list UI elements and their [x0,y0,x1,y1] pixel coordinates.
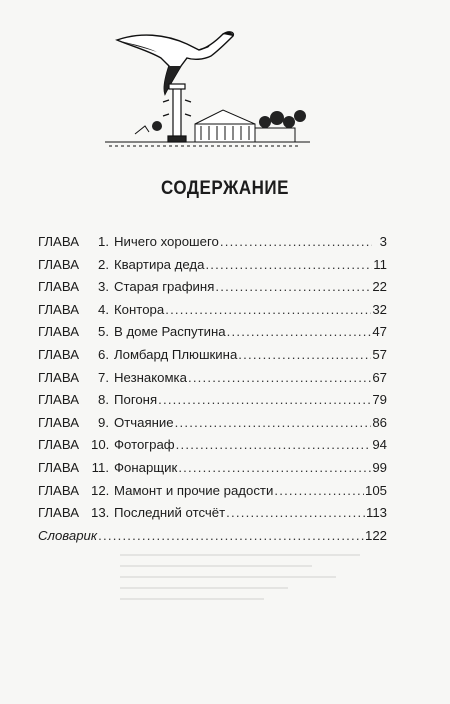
chapter-number: 3. [98,279,109,295]
leader-dots [175,412,372,435]
chapter-label: ГЛАВА [38,234,80,249]
chapter-title: Ломбард Плюшкина [114,346,238,362]
chapter-number: 5. [98,324,109,340]
chapter-label: ГЛАВА [38,482,80,498]
chapter-number: 10. [91,437,110,453]
leader-dots [220,231,372,254]
leader-dots [226,502,365,525]
leader-dots [238,344,371,367]
leader-dots [98,525,364,548]
toc-entry[interactable] [38,344,387,367]
toc-entry[interactable] [38,457,387,480]
glossary-title: Словарик [38,527,98,543]
chapter-number: 7. [98,369,109,385]
leader-dots [227,321,372,344]
page-title: СОДЕРЖАНИЕ [161,176,289,199]
toc-entry[interactable] [38,276,387,299]
toc-entry[interactable] [38,367,387,390]
page-number: 122 [364,527,387,543]
chapter-title: Мамонт и прочие радости [114,482,274,498]
chapter-title: Фотограф [114,437,175,453]
page-number: 99 [372,459,387,475]
toc-entry[interactable] [38,480,387,503]
chapter-label: ГЛАВА [38,369,80,385]
chapter-title: Погоня [114,392,158,408]
page-number: 67 [372,369,387,385]
leader-dots [178,457,371,480]
chapter-number: 8. [98,392,109,408]
toc-entry[interactable] [38,434,387,457]
leader-dots [188,367,371,390]
chapter-title: Старая графиня [114,279,215,295]
chapter-number: 9. [98,414,109,430]
chapter-label: ГЛАВА [38,505,80,521]
chapter-number: 2. [98,256,109,272]
leader-dots [165,299,371,322]
toc-entry[interactable] [38,412,387,435]
page-number: 3 [379,234,387,249]
page-number: 57 [372,346,387,362]
chapter-number: 12. [91,482,110,498]
chapter-label: ГЛАВА [38,256,80,272]
chapter-number: 1. [98,234,109,249]
bleed-through-text [120,545,360,655]
chapter-label: ГЛАВА [38,324,80,340]
toc-entry[interactable] [38,254,387,277]
chapter-number: 4. [98,301,109,317]
chapter-title: Отчаяние [114,414,174,430]
toc-entry[interactable] [38,231,387,254]
seagull-over-city-icon [95,18,325,148]
chapter-label: ГЛАВА [38,437,80,453]
toc-entry[interactable] [38,321,387,344]
chapter-label: ГЛАВА [38,392,80,408]
toc-entry-glossary[interactable] [38,525,387,548]
chapter-label: ГЛАВА [38,346,80,362]
chapter-number: 11. [91,459,109,475]
toc-entry[interactable] [38,389,387,412]
page-number: 11 [373,256,387,272]
leader-dots [215,276,371,299]
chapter-label: ГЛАВА [38,459,80,475]
chapter-label: ГЛАВА [38,414,80,430]
page-number: 47 [372,324,387,340]
page-number: 113 [365,505,387,521]
page-number: 94 [372,437,387,453]
chapter-label: ГЛАВА [38,279,80,295]
chapter-title: Последний отсчёт [114,505,226,521]
leader-dots [274,480,364,503]
chapter-number: 13. [91,505,110,521]
chapter-title: В доме Распутина [114,324,226,340]
leader-dots [158,389,371,412]
chapter-title: Контора [114,301,165,317]
leader-dots [176,434,372,457]
chapter-title: Квартира деда [114,256,205,272]
toc-entry[interactable] [38,299,387,322]
chapter-title: Ничего хорошего [114,234,219,249]
table-of-contents [38,231,387,547]
chapter-title: Незнакомка [114,369,187,385]
page-number: 32 [372,301,387,317]
page-number: 22 [372,279,387,295]
chapter-label: ГЛАВА [38,301,80,317]
page-number: 79 [372,392,387,408]
toc-entry[interactable] [38,502,387,525]
page-number: 105 [364,482,387,498]
leader-dots [205,254,372,277]
chapter-title: Фонарщик [114,459,178,475]
page-number: 86 [372,414,387,430]
chapter-number: 6. [98,346,109,362]
